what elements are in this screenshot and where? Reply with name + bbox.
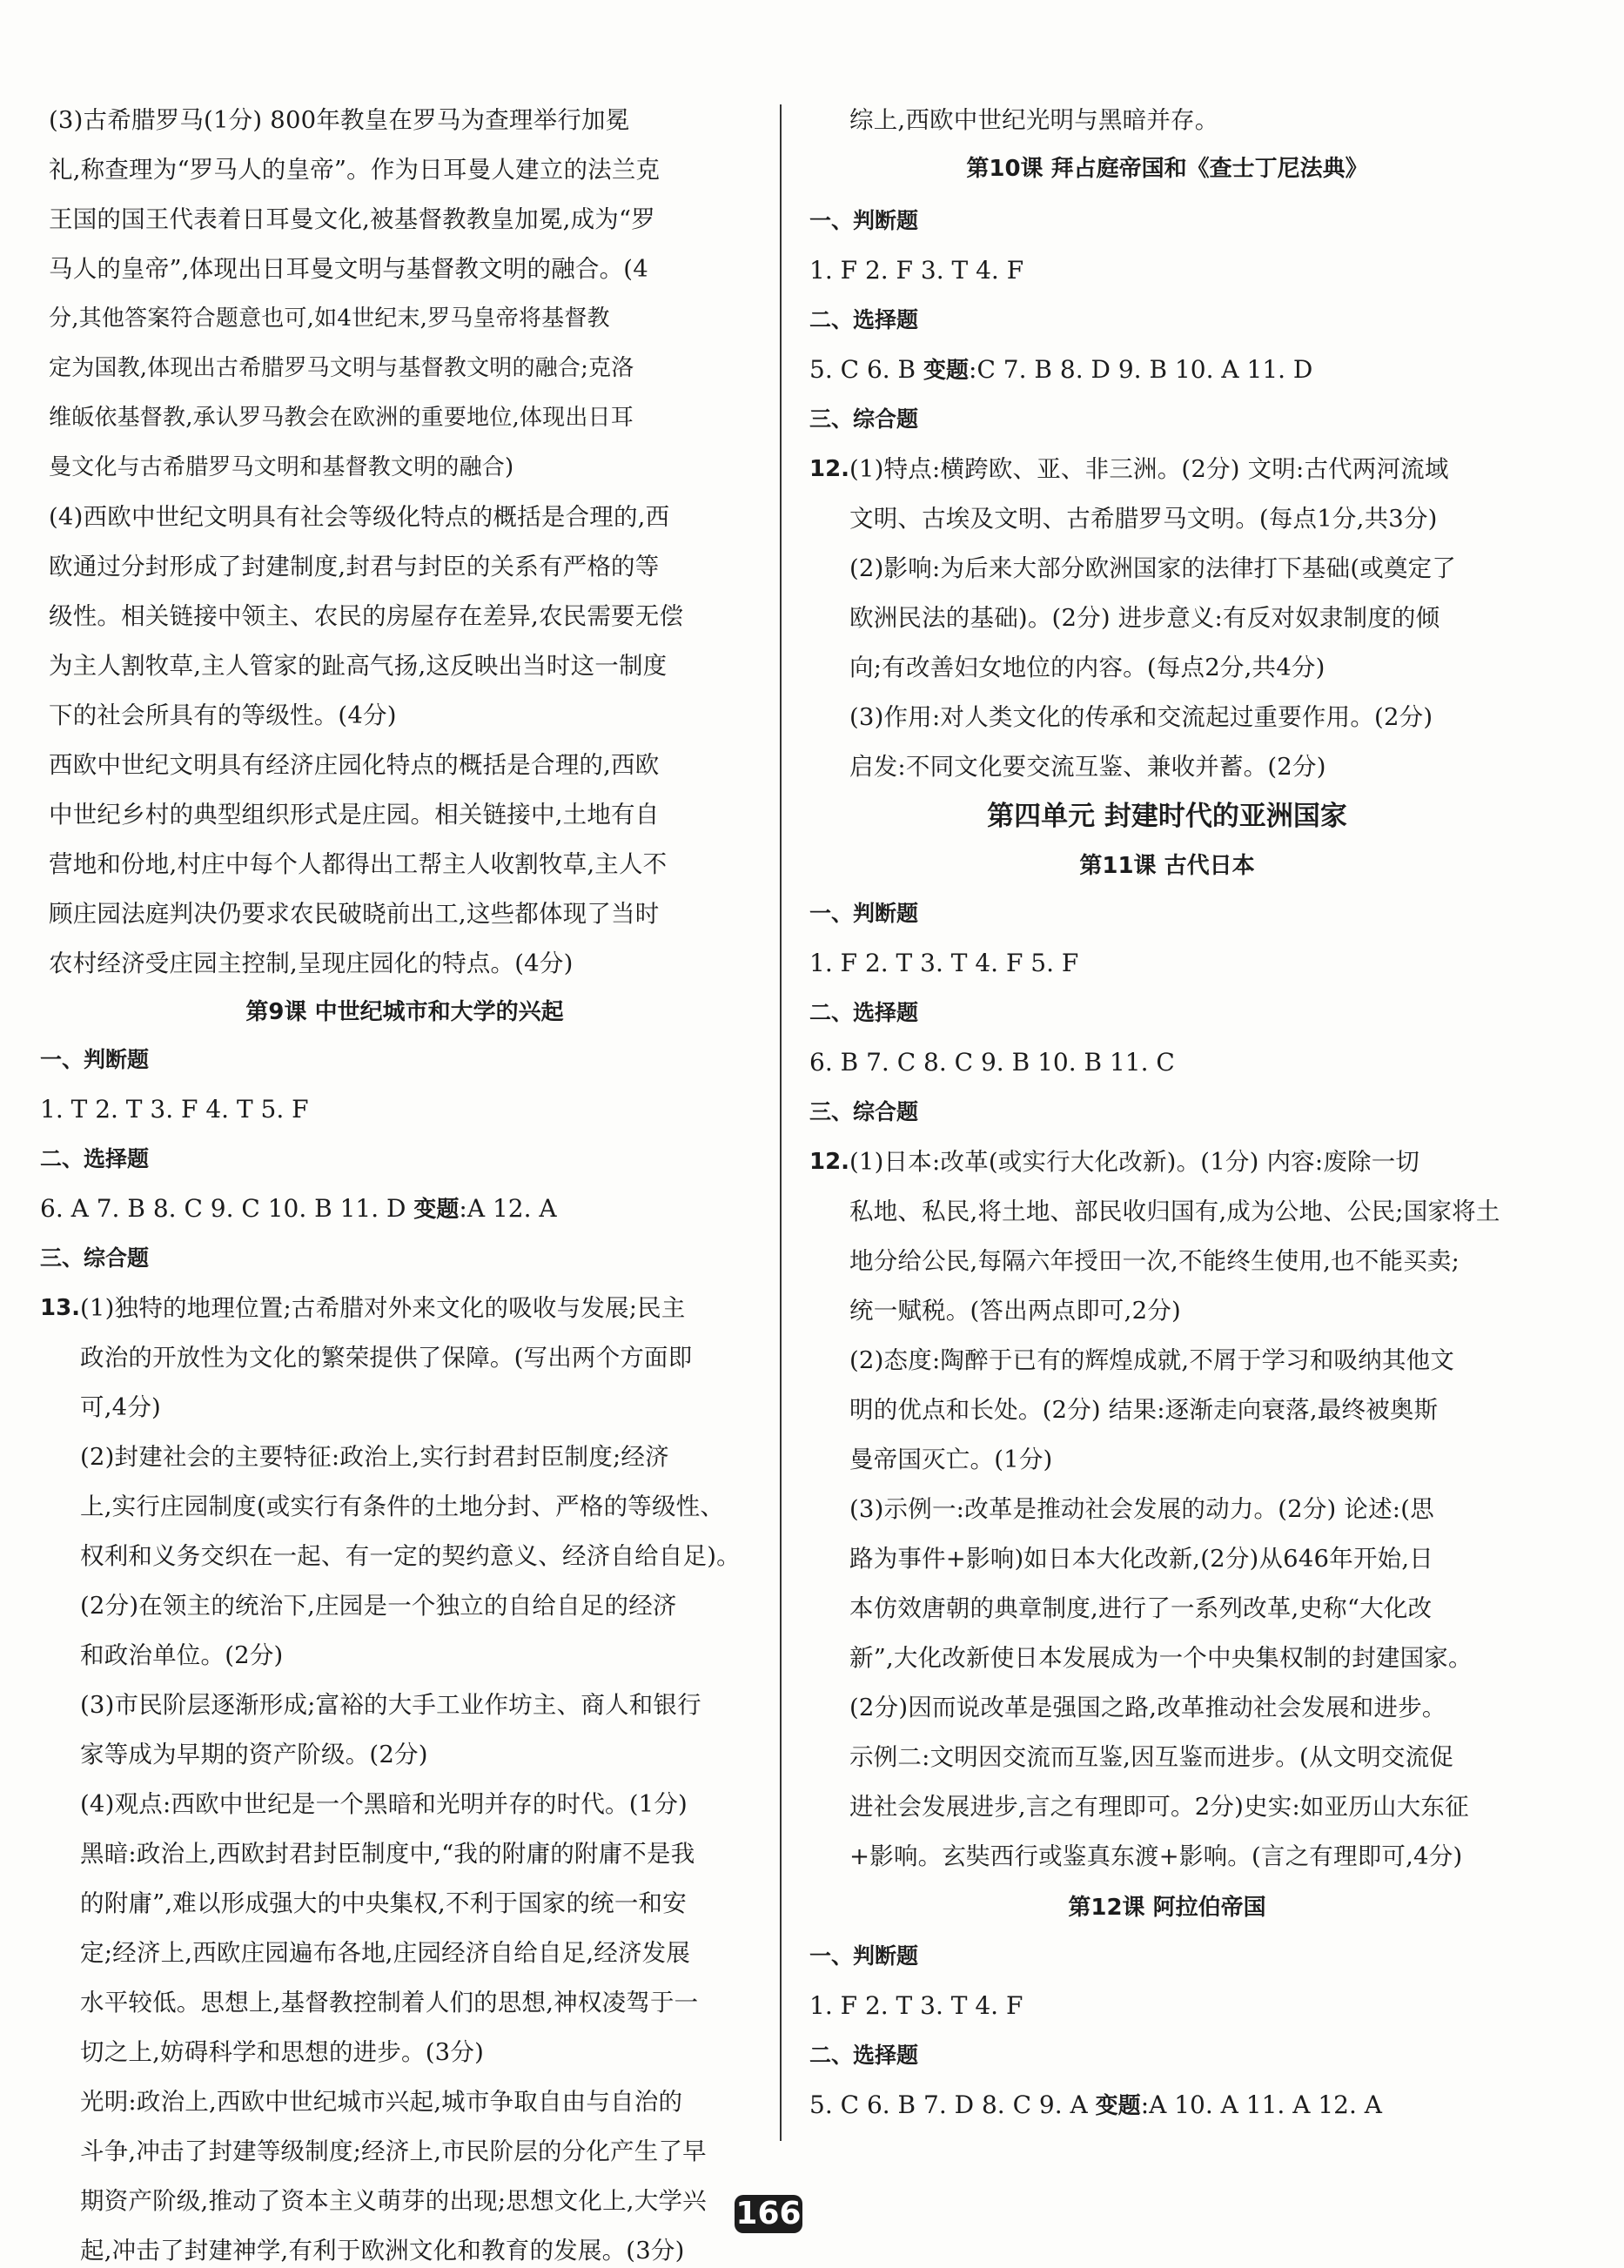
- answer-text-line: 和政治单位。(2分): [80, 1641, 284, 1669]
- answer-text-line: 政治的开放性为文化的繁荣提供了保障。(写出两个方面即: [80, 1344, 693, 1372]
- answer-text-line: (4)西欧中世纪文明具有社会等级化特点的概括是合理的,西: [49, 503, 670, 531]
- answer-text-line: 期资产阶级,推动了资本主义萌芽的出现;思想文化上,大学兴: [80, 2187, 707, 2215]
- choice-answers: 5. C 6. B 变题:C 7. B 8. D 9. B 10. A 11. D: [809, 355, 1313, 384]
- answer-text-line: (1)日本:改革(或实行大化改新)。(1分) 内容:废除一切: [849, 1148, 1420, 1176]
- answer-text-line: (1)独特的地理位置;古希腊对外来文化的吸收与发展;民主: [80, 1294, 686, 1322]
- answer-text-line: 斗争,冲击了封建等级制度;经济上,市民阶层的分化产生了早: [80, 2137, 707, 2165]
- answer-text-line: (1)特点:横跨欧、亚、非三洲。(2分) 文明:古代两河流域: [849, 455, 1449, 483]
- lesson-9-title: 第9课 中世纪城市和大学的兴起: [245, 999, 564, 1025]
- lesson-10-title: 第10课 拜占庭帝国和《查士丁尼法典》: [966, 156, 1368, 182]
- answer-text-line: 级性。相关链接中领主、农民的房屋存在差异,农民需要无偿: [49, 602, 684, 630]
- section-choice: 二、选择题: [40, 1146, 150, 1171]
- choice-answers: 5. C 6. B 7. D 8. C 9. A 变题:A 10. A 11. A 12. A: [809, 2090, 1382, 2119]
- answer-text-line: 下的社会所具有的等级性。(4分): [49, 701, 397, 729]
- section-choice: 二、选择题: [809, 1000, 919, 1025]
- answer-text-line: (2)态度:陶醉于已有的辉煌成就,不屑于学习和吸纳其他文: [849, 1346, 1455, 1374]
- unit-4-title: 第四单元 封建时代的亚洲国家: [987, 801, 1347, 832]
- answer-text-line: 综上,西欧中世纪光明与黑暗并存。: [849, 106, 1219, 134]
- answer-text-line: 上,实行庄园制度(或实行有条件的土地分封、严格的等级性、: [80, 1493, 725, 1520]
- answer-text-line: 曼帝国灭亡。(1分): [849, 1446, 1053, 1473]
- answer-text-line: 私地、私民,将土地、部民收归国有,成为公地、公民;国家将土: [849, 1198, 1500, 1225]
- section-comprehensive: 三、综合题: [809, 1099, 919, 1124]
- answer-text-line: 起,冲击了封建神学,有利于欧洲文化和教育的发展。(3分): [80, 2237, 685, 2265]
- answer-text-line: 水平较低。思想上,基督教控制着人们的思想,神权凌驾于一: [80, 1989, 699, 2016]
- answer-text-line: (2分)在领主的统治下,庄园是一个独立的自给自足的经济: [80, 1592, 677, 1620]
- answer-text-line: 欧洲民法的基础)。(2分) 进步意义:有反对奴隶制度的倾: [849, 604, 1440, 632]
- answer-text-line: 欧通过分封形成了封建制度,封君与封臣的关系有严格的等: [49, 553, 660, 580]
- section-choice: 二、选择题: [809, 307, 919, 332]
- answer-text-line: 维皈依基督教,承认罗马教会在欧洲的重要地位,体现出日耳: [49, 405, 634, 431]
- answer-text-line: 本仿效唐朝的典章制度,进行了一系列改革,史称“大化改: [849, 1594, 1433, 1622]
- answer-text-line: 为主人割牧草,主人管家的趾高气扬,这反映出当时这一制度: [49, 652, 668, 680]
- lesson-11-title: 第11课 古代日本: [1079, 853, 1255, 879]
- section-choice: 二、选择题: [809, 2043, 919, 2068]
- question-number: 13.: [40, 1295, 81, 1321]
- answer-text-line: 农村经济受庄园主控制,呈现庄园化的特点。(4分): [49, 949, 574, 977]
- answer-text-line: (2分)因而说改革是强国之路,改革推动社会发展和进步。: [849, 1694, 1446, 1721]
- section-judge: 一、判断题: [809, 208, 919, 233]
- section-comprehensive: 三、综合题: [809, 406, 919, 432]
- section-judge: 一、判断题: [40, 1047, 150, 1072]
- judge-answers: 1. F 2. F 3. T 4. F: [809, 256, 1024, 285]
- answer-text-line: (3)市民阶层逐渐形成;富裕的大手工业作坊主、商人和银行: [80, 1691, 701, 1719]
- answer-text-line: 启发:不同文化要交流互鉴、兼收并蓄。(2分): [849, 753, 1326, 781]
- answer-text-line: 家等成为早期的资产阶级。(2分): [80, 1741, 428, 1768]
- answer-text-line: 分,其他答案符合题意也可,如4世纪末,罗马皇帝将基督教: [49, 305, 610, 332]
- choice-answers: 6. B 7. C 8. C 9. B 10. B 11. C: [809, 1048, 1175, 1077]
- answer-text-line: 黑暗:政治上,西欧封君封臣制度中,“我的附庸的附庸不是我: [80, 1840, 695, 1868]
- answer-text-line: 明的优点和长处。(2分) 结果:逐渐走向衰落,最终被奥斯: [849, 1396, 1439, 1424]
- section-comprehensive: 三、综合题: [40, 1245, 150, 1271]
- question-number: 12.: [809, 456, 850, 482]
- answer-text-line: (4)观点:西欧中世纪是一个黑暗和光明并存的时代。(1分): [80, 1790, 688, 1818]
- answer-text-line: 新”,大化改新使日本发展成为一个中央集权制的封建国家。: [849, 1644, 1473, 1672]
- answer-text-line: (3)作用:对人类文化的传承和交流起过重要作用。(2分): [849, 703, 1433, 731]
- section-judge: 一、判断题: [809, 1943, 919, 1969]
- judge-answers: 1. F 2. T 3. T 4. F 5. F: [809, 949, 1079, 977]
- answer-text-line: 顾庄园法庭判决仍要求农民破晓前出工,这些都体现了当时: [49, 900, 660, 928]
- answer-text-line: (2)封建社会的主要特征:政治上,实行封君封臣制度;经济: [80, 1443, 669, 1471]
- answer-text-line: 示例二:文明因交流而互鉴,因互鉴而进步。(从文明交流促: [849, 1743, 1454, 1771]
- answer-text-line: 进社会发展进步,言之有理即可。2分)史实:如亚历山大东征: [849, 1793, 1469, 1821]
- answer-text-line: 光明:政治上,西欧中世纪城市兴起,城市争取自由与自治的: [80, 2088, 683, 2116]
- answer-text-line: 西欧中世纪文明具有经济庄园化特点的概括是合理的,西欧: [49, 751, 660, 779]
- answer-text-line: 切之上,妨碍科学和思想的进步。(3分): [80, 2038, 484, 2066]
- answer-text-line: 路为事件+影响)如日本大化改新,(2分)从646年开始,日: [849, 1545, 1433, 1573]
- column-divider: [780, 104, 782, 2141]
- page-number: 166: [735, 2196, 802, 2231]
- answer-text-line: 礼,称查理为“罗马人的皇帝”。作为日耳曼人建立的法兰克: [49, 156, 661, 184]
- answer-text-line: 文明、古埃及文明、古希腊罗马文明。(每点1分,共3分): [849, 505, 1438, 533]
- lesson-12-title: 第12课 阿拉伯帝国: [1068, 1895, 1266, 1921]
- answer-text-line: 地分给公民,每隔六年授田一次,不能终生使用,也不能买卖;: [849, 1247, 1460, 1275]
- answer-text-line: 可,4分): [80, 1393, 161, 1421]
- answer-text-line: 的附庸”,难以形成强大的中央集权,不利于国家的统一和安: [80, 1889, 687, 1917]
- answer-text-line: (2)影响:为后来大部分欧洲国家的法律打下基础(或奠定了: [849, 554, 1457, 582]
- judge-answers: 1. T 2. T 3. F 4. T 5. F: [40, 1095, 309, 1124]
- answer-text-line: 中世纪乡村的典型组织形式是庄园。相关链接中,土地有自: [49, 801, 660, 829]
- answer-text-line: 曼文化与古希腊罗马文明和基督教文明的融合): [49, 454, 514, 480]
- answer-text-line: 马人的皇帝”,体现出日耳曼文明与基督教文明的融合。(4: [49, 255, 648, 283]
- answer-text-line: 王国的国王代表着日耳曼文化,被基督教教皇加冕,成为“罗: [49, 205, 655, 233]
- answer-text-line: 权利和义务交织在一起、有一定的契约意义、经济自给自足)。: [80, 1542, 741, 1570]
- answer-text-line: 定为国教,体现出古希腊罗马文明与基督教文明的融合;克洛: [49, 355, 634, 381]
- answer-text-line: (3)示例一:改革是推动社会发展的动力。(2分) 论述:(思: [849, 1495, 1434, 1523]
- answer-text-line: +影响。玄奘西行或鉴真东渡+影响。(言之有理即可,4分): [849, 1842, 1463, 1870]
- answer-text-line: 向;有改善妇女地位的内容。(每点2分,共4分): [849, 654, 1325, 681]
- answer-text-line: 统一赋税。(答出两点即可,2分): [849, 1297, 1181, 1325]
- answer-text-line: (3)古希腊罗马(1分) 800年教皇在罗马为查理举行加冕: [49, 106, 630, 134]
- section-judge: 一、判断题: [809, 901, 919, 926]
- answer-text-line: 营地和份地,村庄中每个人都得出工帮主人收割牧草,主人不: [49, 850, 668, 878]
- choice-answers: 6. A 7. B 8. C 9. C 10. B 11. D 变题:A 12. A: [40, 1194, 557, 1223]
- question-number: 12.: [809, 1149, 850, 1175]
- answer-text-line: 定;经济上,西欧庄园遍布各地,庄园经济自给自足,经济发展: [80, 1939, 691, 1967]
- judge-answers: 1. F 2. T 3. T 4. F: [809, 1991, 1023, 2020]
